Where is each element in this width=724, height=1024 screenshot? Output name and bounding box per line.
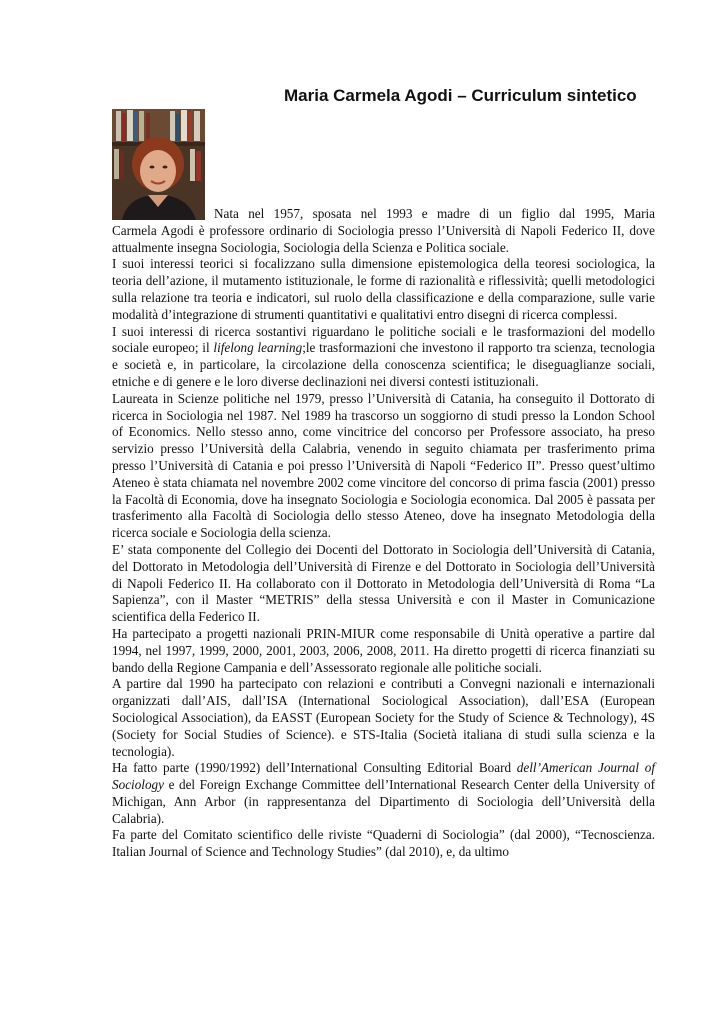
document-title: Maria Carmela Agodi – Curriculum sintetico bbox=[284, 86, 637, 105]
paragraph-career: Laureata in Scienze politiche nel 1979, presso l’Università di Catania, ha conseguito il Dottorato di ricerca in Sociologia nel 1987. Nel 1989 ha trascorso un soggiorno di studi presso la London School of Economics. Nello stesso anno, come vincitrice del concorso per Professore associato, ha preso servizio presso l’Università della Calabria, venendo in seguito chiamata per trasferimento prima presso l’Università di Catania e poi presso l’Università di Napoli “Federico II”. Presso quest’ultimo Ateneo è stata chiamata nel novembre 2002 come vincitore del concorso di prima fascia (2001) presso la Facoltà di Economia, dove ha insegnato Sociologia e Sociologia economica. Dal 2005 è passata per trasferimento alla Facoltà di Sociologia dello stesso Ateneo, dove ha insegnato Metodologia della ricerca sociale e Sociologia della scienza. bbox=[112, 390, 655, 541]
curriculum-body bbox=[112, 206, 655, 861]
paragraph-doctoral-boards: E’ stata componente del Collegio dei Docenti del Dottorato in Sociologia dell’Università di Catania, del Dottorato in Metodologia dell’Università di Firenze e del Dottorato in Sociologia dell’Università di Napoli Federico II. Ha collaborato con il Dottorato in Metodologia dell’Università di Roma “La Sapienza”, con il Master “METRIS” della stessa Università e con il Master in Comunicazione scientifica della Federico II. bbox=[112, 541, 655, 625]
paragraph-research-projects: Ha partecipato a progetti nazionali PRIN-MIUR come responsabile di Unità operative a partire dal 1994, nel 1997, 1999, 2000, 2001, 2003, 2006, 2008, 2011. Ha diretto progetti di ricerca finanziati su bando della Regione Campania e dell’Assessorato regionale alle politiche sociali. bbox=[112, 625, 655, 675]
paragraph-birth-position: Nata nel 1957, sposata nel 1993 e madre di un figlio dal 1995, Maria Carmela Agodi è professore ordinario di Sociologia presso l’Università di Napoli Federico II, dove attualmente insegna Sociologia, Sociologia della Scienza e Politica sociale. bbox=[112, 206, 655, 255]
paragraph-editorial-boards: Ha fatto parte (1990/1992) dell’International Consulting Editorial Board dell’American Journal of Sociology e del Foreign Exchange Committee dell’International Research Center della University of Michigan, Ann Arbor (in rappresentanza del Dipartimento di Sociologia dell’Università della Calabria). bbox=[112, 760, 655, 826]
paragraph-theoretical-interests: I suoi interessi teorici si focalizzano sulla dimensione epistemologica della teoresi sociologica, la teoria dell’azione, il mutamento istituzionale, le forme di razionalità e riflessività; quelli metodologici sulla relazione tra teoria e indicatori, sul ruolo della classificazione e della comparazione, sulle varie modalità d’integrazione di strumenti quantitativi e qualitativi entro disegni di ricerca complessi. bbox=[112, 256, 655, 322]
paragraph-conferences: A partire dal 1990 ha partecipato con relazioni e contributi a Convegni nazionali e internazionali organizzati dall’AIS, dall’ISA (International Sociological Association), dall’ESA (European Sociological Association), da EASST (European Society for the Study of Science & Technology), 4S (Society for Social Studies of Science). e STS-Italia (Società italiana di studi sulla scienza e la tecnologia). bbox=[112, 676, 655, 759]
portrait-photo bbox=[112, 109, 205, 220]
paragraph-scientific-committees: Fa parte del Comitato scientifico delle riviste “Quaderni di Sociologia” (dal 2000), “Tecnoscienza. Italian Journal of Science and Technology Studies” (dal 2010), e, da ultimo bbox=[112, 827, 655, 860]
paragraph-research-interests: I suoi interessi di ricerca sostantivi riguardano le politiche sociali e le trasformazioni del modello sociale europeo; il lifelong learning;le trasformazioni che investono il rapporto tra scienza, tecnologia e società e, in particolare, la circolazione della conoscenza scientifica; le diseguaglianze sociali, etniche e di genere e le loro diverse declinazioni nei diversi contesti istituzionali. bbox=[112, 323, 656, 389]
